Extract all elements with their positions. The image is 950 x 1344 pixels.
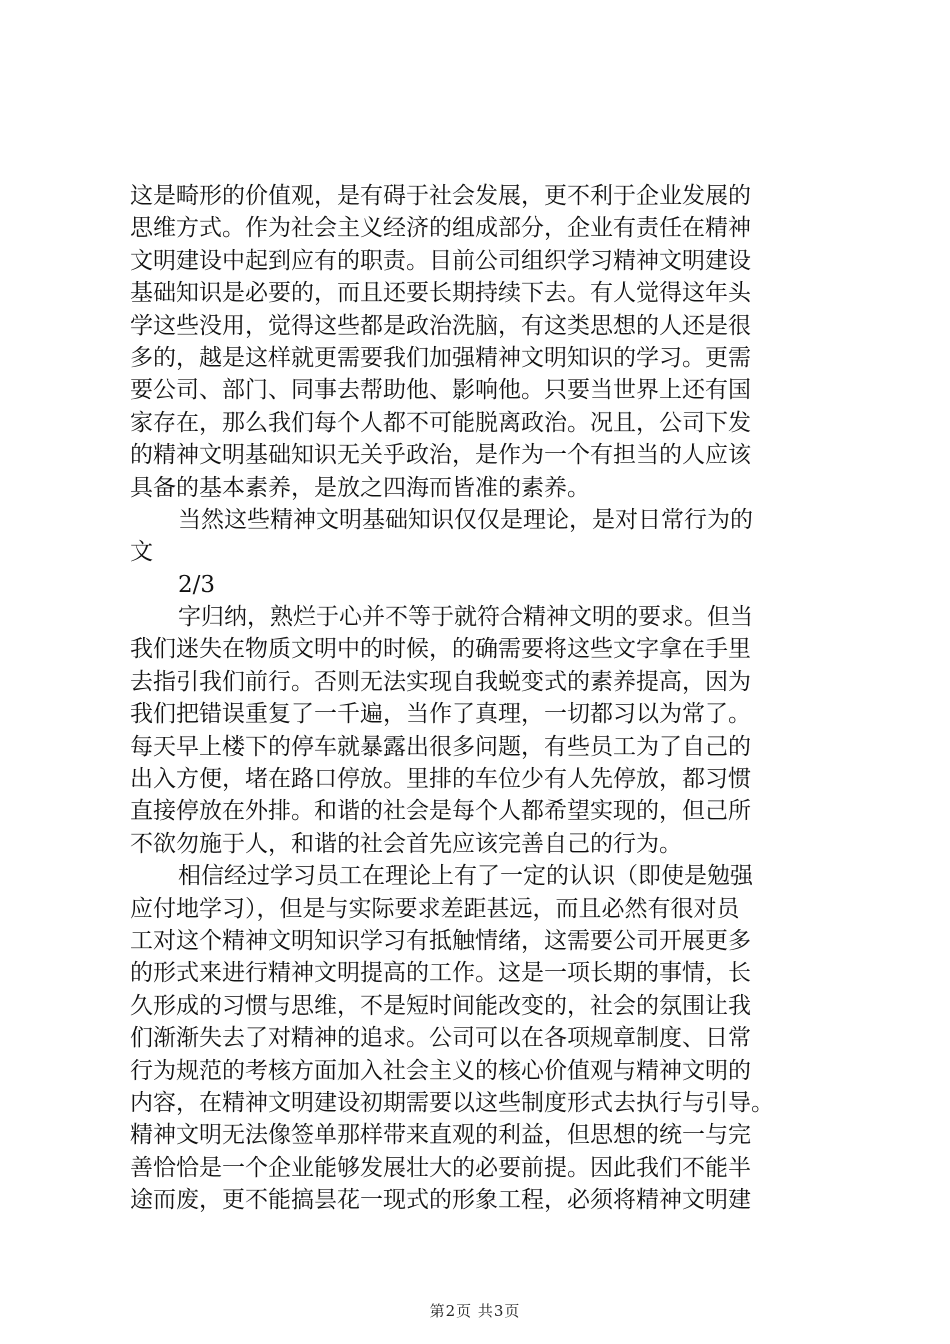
text-line: 每天早上楼下的停车就暴露出很多问题，有些员工为了自己的 [130, 733, 751, 760]
text-line: 的形式来进行精神文明提高的工作。这是一项长期的事情，长 [130, 960, 751, 987]
text-line: 当然这些精神文明基础知识仅仅是理论，是对日常行为的 [178, 506, 753, 533]
text-line: 相信经过学习员工在理论上有了一定的认识（即使是勉强 [178, 863, 753, 890]
text-line: 途而废，更不能搞昙花一现式的形象工程，必须将精神文明建 [130, 1187, 751, 1214]
text-line: 久形成的习惯与思维，不是短时间能改变的，社会的氛围让我 [130, 992, 751, 1019]
text-line: 我们迷失在物质文明中的时候，的确需要将这些文字拿在手里 [130, 636, 751, 663]
text-line: 精神文明无法像签单那样带来直观的利益，但思想的统一与完 [130, 1122, 751, 1149]
text-line: 这是畸形的价值观，是有碍于社会发展，更不利于企业发展的 [130, 183, 751, 209]
text-line: 文 [130, 539, 153, 566]
text-line: 家存在，那么我们每个人都不可能脱离政治。况且，公司下发 [130, 409, 751, 436]
paragraph-3 [130, 601, 840, 860]
text-line: 去指引我们前行。否则无法实现自我蜕变式的素养提高，因为 [130, 668, 751, 695]
text-line: 直接停放在外排。和谐的社会是每个人都希望实现的，但己所 [130, 798, 751, 825]
text-line: 出入方便，堵在路口停放。里排的车位少有人先停放，都习惯 [130, 766, 751, 793]
paragraph-1 [130, 180, 840, 504]
text-line: 工对这个精神文明知识学习有抵触情绪，这需要公司开展更多 [130, 927, 751, 954]
text-line: 思维方式。作为社会主义经济的组成部分，企业有责任在精神 [130, 215, 751, 242]
text-line: 文明建设中起到应有的职责。目前公司组织学习精神文明建设 [130, 247, 751, 274]
page-footer: 第2页 共3页 [429, 1302, 521, 1320]
text-line: 要公司、部门、同事去帮助他、影响他。只要当世界上还有国 [130, 377, 751, 404]
text-line: 多的，越是这样就更需要我们加强精神文明知识的学习。更需 [130, 344, 751, 371]
paragraph-2 [130, 504, 840, 569]
text-line: 字归纳，熟烂于心并不等于就符合精神文明的要求。但当 [178, 604, 753, 631]
paragraph-4 [130, 860, 840, 1216]
text-line: 不欲勿施于人，和谐的社会首先应该完善自己的行为。 [130, 830, 682, 857]
text-line: 我们把错误重复了一千遍，当作了真理，一切都习以为常了。 [130, 701, 751, 728]
document-body [130, 180, 840, 1217]
text-line: 基础知识是必要的，而且还要长期持续下去。有人觉得这年头 [130, 280, 751, 307]
page-marker: 2/3 [178, 571, 216, 598]
text-line: 行为规范的考核方面加入社会主义的核心价值观与精神文明的 [130, 1057, 751, 1084]
text-line: 应付地学习），但是与实际要求差距甚远，而且必然有很对员 [130, 895, 740, 922]
text-line: 的精神文明基础知识无关乎政治，是作为一个有担当的人应该 [130, 442, 751, 469]
text-line: 具备的基本素养，是放之四海而皆准的素养。 [130, 474, 590, 501]
text-line: 内容，在精神文明建设初期需要以这些制度形式去执行与引导。 [130, 1089, 774, 1116]
text-line: 善恰恰是一个企业能够发展壮大的必要前提。因此我们不能半 [130, 1154, 751, 1181]
text-line: 们渐渐失去了对精神的追求。公司可以在各项规章制度、日常 [130, 1025, 751, 1052]
text-line: 学这些没用，觉得这些都是政治洗脑，有这类思想的人还是很 [130, 312, 751, 339]
